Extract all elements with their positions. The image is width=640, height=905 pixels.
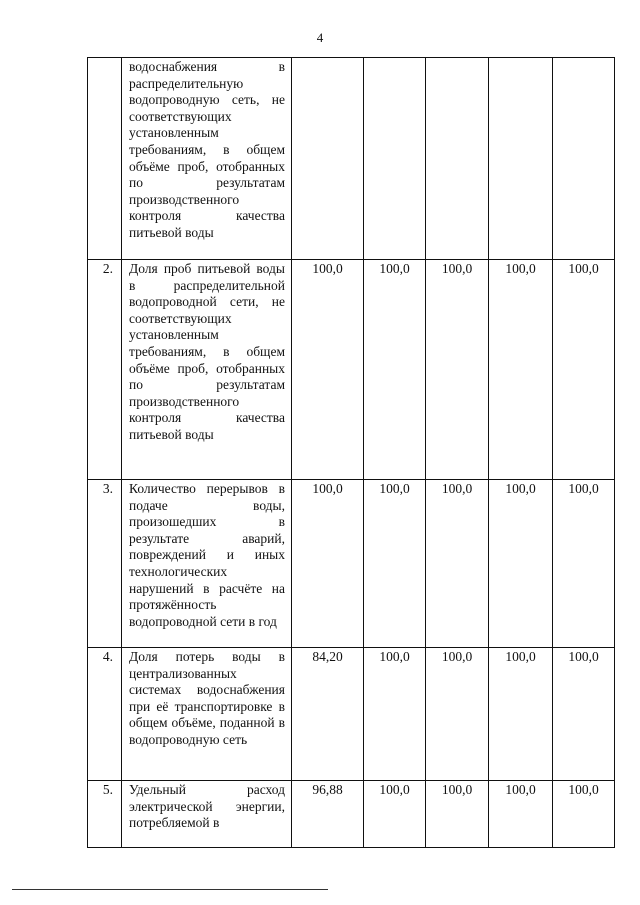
value-cell: 84,20 [292,648,364,781]
indicator-name: водоснабжения в распределительную водопроводную сеть, не соответствующих установленным требованиям, в общем объёме проб, отобранных по результатам производственного контроля качества питьевой воды [122,58,292,260]
table-row [88,58,615,260]
row-number: 5. [88,781,122,848]
value-cell: 100,0 [489,648,553,781]
value-cell: 100,0 [364,648,426,781]
footnote-divider [12,889,328,890]
indicator-name: Количество перерывов в подаче воды, произошедших в результате аварий, повреждений и иных технологических нарушений в расчёте на протяжённость водопроводной сети в год [122,480,292,648]
table-row [88,781,615,848]
value-cell: 100,0 [292,480,364,648]
page-number: 4 [316,30,324,45]
value-cell [489,58,553,260]
row-number: 4. [88,648,122,781]
indicator-name: Доля потерь воды в централизованных системах водоснабжения при её транспортировке в общем объёме, поданной в водопроводную сеть [122,648,292,781]
value-cell [364,58,426,260]
row-number: 3. [88,480,122,648]
value-cell [553,58,615,260]
row-number: 2. [88,260,122,480]
table-row [88,260,615,480]
value-cell: 100,0 [553,648,615,781]
value-cell: 100,0 [426,480,489,648]
value-cell: 100,0 [426,648,489,781]
value-cell: 100,0 [489,781,553,848]
indicator-name: Доля проб питьевой воды в распределительной водопроводной сети, не соответствующих установленным требованиям, в общем объёме проб, отобранных по результатам производственного контроля качества питьевой воды [122,260,292,480]
value-cell [426,58,489,260]
indicator-name: Удельный расход электрической энергии, потребляемой в [122,781,292,848]
table-row [88,648,615,781]
value-cell: 100,0 [364,781,426,848]
value-cell: 100,0 [489,480,553,648]
value-cell: 100,0 [489,260,553,480]
value-cell: 100,0 [292,260,364,480]
table-row [88,480,615,648]
value-cell: 100,0 [364,260,426,480]
value-cell: 100,0 [553,260,615,480]
value-cell: 96,88 [292,781,364,848]
value-cell: 100,0 [364,480,426,648]
value-cell: 100,0 [553,781,615,848]
value-cell [292,58,364,260]
value-cell: 100,0 [426,781,489,848]
value-cell: 100,0 [553,480,615,648]
indicators-table [87,57,615,848]
row-number [88,58,122,260]
value-cell: 100,0 [426,260,489,480]
